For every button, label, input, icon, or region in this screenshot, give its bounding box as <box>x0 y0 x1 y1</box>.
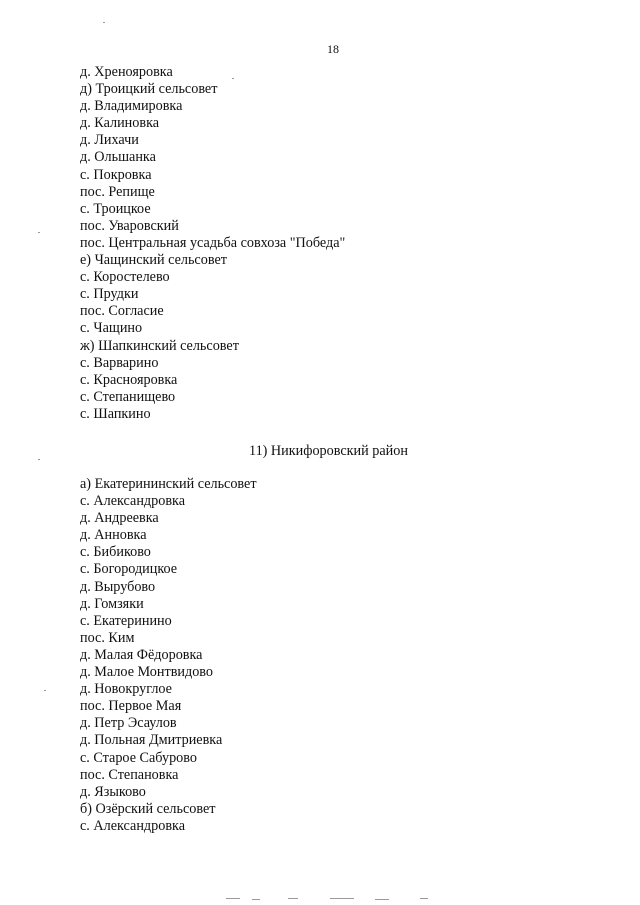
list-item: пос. Уваровский <box>80 217 179 234</box>
list-item: д. Хренояровка <box>80 64 173 80</box>
list-item: с. Богородицкое <box>80 561 178 578</box>
list-item: б) Озёрский сельсовет <box>80 800 216 817</box>
list-item: с. Коростелево <box>80 269 170 286</box>
section-heading: 11) Никифоровский район <box>249 443 408 459</box>
list-item: д. Андреевка <box>80 510 159 527</box>
list-item: с. Александровка <box>80 493 185 510</box>
list-item: д. Владимировка <box>80 98 183 115</box>
list-item: д. Малое Монтвидово <box>80 664 213 681</box>
list-item: пос. Центральная усадьба совхоза "Победа" <box>80 234 346 251</box>
list-item: пос. Степановка <box>80 766 179 783</box>
scan-speck <box>226 898 240 899</box>
list-item: с. Александровка <box>80 817 185 834</box>
list-item: д. Польная Дмитриевка <box>80 732 223 749</box>
list-item: с. Бибиково <box>80 544 151 561</box>
list-item: с. Покровка <box>80 166 152 183</box>
list-item: с. Чащино <box>80 320 143 337</box>
scan-speck <box>330 898 354 899</box>
list-item: д. Малая Фёдоровка <box>80 646 203 663</box>
scan-speck <box>375 899 389 900</box>
list-item: д. Новокруглое <box>80 681 172 698</box>
list-item: а) Екатерининский сельсовет <box>80 476 257 492</box>
scan-speck <box>38 232 40 233</box>
list-item: д. Языково <box>80 783 146 800</box>
list-item: пос. Первое Мая <box>80 698 182 715</box>
list-item: с. Старое Сабурово <box>80 749 197 766</box>
scan-speck <box>103 22 105 23</box>
list-item: с. Краснояровка <box>80 371 178 388</box>
list-item: д. Ольшанка <box>80 149 156 166</box>
list-item: д. Лихачи <box>80 132 139 149</box>
list-item: д. Петр Эсаулов <box>80 715 177 732</box>
list-item: пос. Согласие <box>80 303 164 320</box>
settlement-list-top <box>80 64 345 423</box>
scan-speck <box>420 898 428 899</box>
scan-speck <box>44 690 46 691</box>
page-number: 18 <box>327 42 339 56</box>
list-item: пос. Ким <box>80 629 135 646</box>
list-item: е) Чащинский сельсовет <box>80 252 227 269</box>
list-item: д. Вырубово <box>80 578 156 595</box>
settlement-list-bottom <box>80 476 257 835</box>
list-item: д. Гомзяки <box>80 595 144 612</box>
list-item: д) Троицкий сельсовет <box>80 81 218 98</box>
list-item: пос. Репище <box>80 183 155 200</box>
scan-speck <box>288 898 298 899</box>
scan-speck <box>252 899 260 900</box>
list-item: с. Степанищево <box>80 388 176 405</box>
list-item: д. Анновка <box>80 527 147 544</box>
list-item: с. Троицкое <box>80 200 151 217</box>
list-item: с. Екатеринино <box>80 612 172 629</box>
list-item: д. Калиновка <box>80 115 160 132</box>
list-item: с. Шапкино <box>80 405 151 422</box>
list-item: с. Варварино <box>80 354 159 371</box>
list-item: с. Прудки <box>80 286 139 303</box>
scan-speck <box>232 78 234 79</box>
scan-speck <box>38 459 40 460</box>
list-item: ж) Шапкинский сельсовет <box>80 337 239 354</box>
